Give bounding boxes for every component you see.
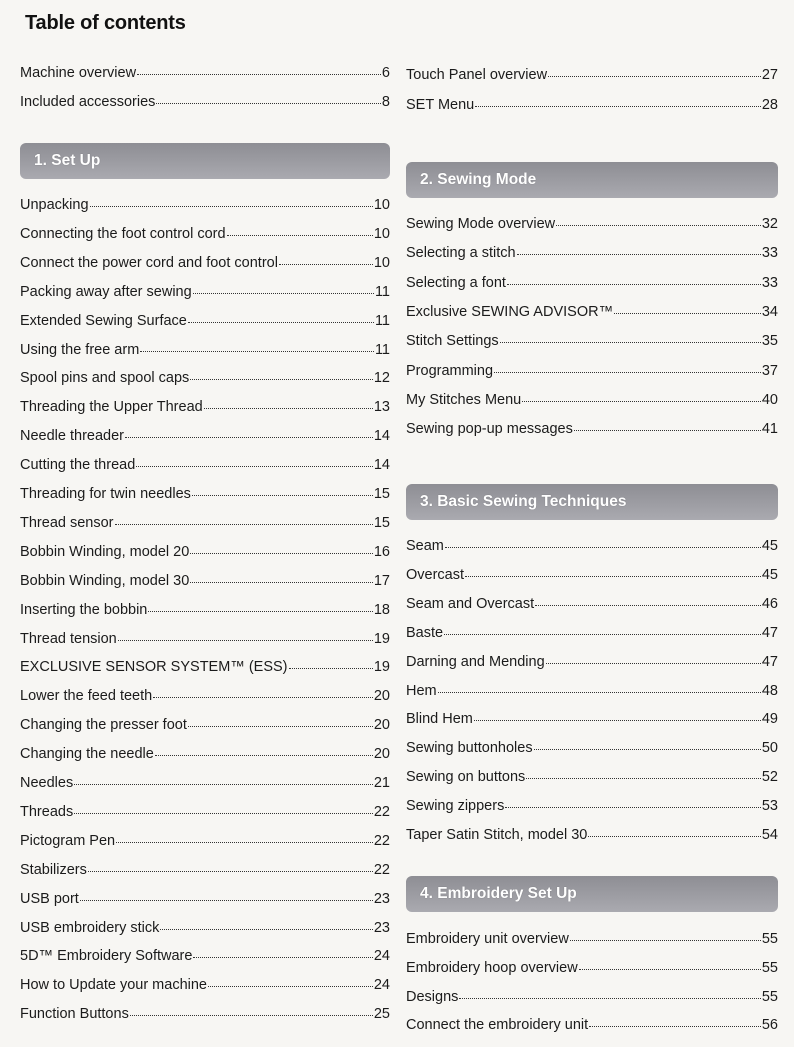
toc-entry-page: 12 xyxy=(373,370,390,386)
toc-entry-page: 19 xyxy=(373,659,390,675)
dot-leader xyxy=(137,74,381,75)
toc-entry-page: 16 xyxy=(373,544,390,560)
toc-entry-page: 55 xyxy=(761,960,778,976)
toc-entry-title: How to Update your machine xyxy=(20,977,207,993)
toc-entry-title: Sewing pop-up messages xyxy=(406,421,573,437)
toc-entry-page: 46 xyxy=(761,596,778,612)
toc-entry[interactable] xyxy=(20,774,390,792)
dot-leader xyxy=(474,720,761,721)
left-column xyxy=(20,0,390,1047)
toc-entry[interactable] xyxy=(20,485,390,503)
dot-leader xyxy=(289,668,373,669)
toc-entry[interactable] xyxy=(406,768,778,786)
toc-entry[interactable] xyxy=(406,739,778,757)
toc-entry[interactable] xyxy=(20,312,390,330)
toc-entry-title: Selecting a font xyxy=(406,275,506,291)
toc-entry[interactable] xyxy=(20,196,390,214)
toc-entry[interactable] xyxy=(20,630,390,648)
toc-entry-page: 56 xyxy=(761,1017,778,1033)
toc-entry-page: 55 xyxy=(761,931,778,947)
toc-entry-title: Using the free arm xyxy=(20,342,140,358)
toc-entry[interactable] xyxy=(20,225,390,243)
toc-entry[interactable] xyxy=(20,745,390,763)
toc-entry-page: 22 xyxy=(373,804,390,820)
toc-entry[interactable] xyxy=(406,274,778,292)
toc-entry-title: Bobbin Winding, model 20 xyxy=(20,544,190,560)
toc-entry[interactable] xyxy=(406,930,778,948)
toc-entry[interactable] xyxy=(20,947,390,965)
toc-entry-page: 20 xyxy=(373,746,390,762)
dot-leader xyxy=(589,1026,761,1027)
dot-leader xyxy=(438,692,761,693)
dot-leader xyxy=(505,807,761,808)
toc-entry-title: Selecting a stitch xyxy=(406,245,516,261)
toc-entry[interactable] xyxy=(406,215,778,233)
toc-entry-page: 22 xyxy=(373,862,390,878)
toc-entry[interactable] xyxy=(20,861,390,879)
toc-entry[interactable] xyxy=(20,427,390,445)
toc-entry-title: Overcast xyxy=(406,567,465,583)
dot-leader xyxy=(548,76,761,77)
toc-entry-title: Connect the power cord and foot control xyxy=(20,255,278,271)
toc-entry[interactable] xyxy=(406,988,778,1006)
toc-entry-page: 15 xyxy=(373,486,390,502)
dot-leader xyxy=(118,640,373,641)
toc-entry-title: Cutting the thread xyxy=(20,457,136,473)
toc-entry[interactable] xyxy=(406,653,778,671)
dot-leader xyxy=(475,106,761,107)
toc-entry-title: Threads xyxy=(20,804,74,820)
dot-leader xyxy=(522,401,761,402)
section-title: 4. Embroidery Set Up xyxy=(420,885,577,902)
toc-entry[interactable] xyxy=(406,566,778,584)
dot-leader xyxy=(160,929,372,930)
toc-entry-page: 14 xyxy=(373,428,390,444)
toc-entry[interactable] xyxy=(406,362,778,380)
toc-entry-title: EXCLUSIVE SENSOR SYSTEM™ (ESS) xyxy=(20,659,288,675)
toc-entry-title: Changing the needle xyxy=(20,746,154,762)
toc-entry[interactable] xyxy=(20,369,390,387)
toc-entry-page: 17 xyxy=(373,573,390,589)
toc-entry-page: 55 xyxy=(761,989,778,1005)
toc-entry-title: Inserting the bobbin xyxy=(20,602,148,618)
dot-leader xyxy=(614,313,761,314)
dot-leader xyxy=(570,940,761,941)
toc-entry-page: 54 xyxy=(761,827,778,843)
toc-entry-title: Connecting the foot control cord xyxy=(20,226,226,242)
toc-entry-title: SET Menu xyxy=(406,97,475,113)
toc-entry[interactable] xyxy=(406,959,778,977)
dot-leader xyxy=(279,264,373,265)
toc-entry[interactable] xyxy=(406,1016,778,1034)
toc-entry-title: Pictogram Pen xyxy=(20,833,116,849)
toc-entry-page: 45 xyxy=(761,538,778,554)
toc-entry[interactable] xyxy=(20,283,390,301)
toc-entry-title: Included accessories xyxy=(20,94,156,110)
toc-entry[interactable] xyxy=(406,332,778,350)
dot-leader xyxy=(148,611,372,612)
toc-entry-page: 37 xyxy=(761,363,778,379)
toc-entry-title: Changing the presser foot xyxy=(20,717,187,733)
toc-entry[interactable] xyxy=(20,456,390,474)
toc-entry-page: 6 xyxy=(381,65,390,81)
toc-entry-page: 41 xyxy=(761,421,778,437)
dot-leader xyxy=(80,900,373,901)
toc-entry[interactable] xyxy=(20,832,390,850)
dot-leader xyxy=(574,430,761,431)
toc-entry[interactable] xyxy=(20,64,390,82)
dot-leader xyxy=(227,235,373,236)
toc-entry[interactable] xyxy=(20,976,390,994)
dot-leader xyxy=(136,466,373,467)
toc-entry-page: 10 xyxy=(373,197,390,213)
toc-entry[interactable] xyxy=(406,537,778,555)
toc-entry-page: 24 xyxy=(373,948,390,964)
toc-entry[interactable] xyxy=(406,66,778,84)
toc-entry[interactable] xyxy=(20,572,390,590)
toc-entry-page: 33 xyxy=(761,245,778,261)
dot-leader xyxy=(534,749,761,750)
toc-entry-title: 5D™ Embroidery Software xyxy=(20,948,193,964)
toc-entry[interactable] xyxy=(20,687,390,705)
toc-entry[interactable] xyxy=(20,398,390,416)
dot-leader xyxy=(465,576,761,577)
toc-entry[interactable] xyxy=(20,341,390,359)
toc-entry-page: 28 xyxy=(761,97,778,113)
toc-entry-title: Needle threader xyxy=(20,428,124,444)
toc-entry[interactable] xyxy=(20,514,390,532)
toc-entry[interactable] xyxy=(406,96,778,114)
toc-entry-page: 40 xyxy=(761,392,778,408)
toc-entry-page: 47 xyxy=(761,625,778,641)
toc-entry-title: Extended Sewing Surface xyxy=(20,313,187,329)
toc-entry-title: USB port xyxy=(20,891,79,907)
toc-entry-page: 48 xyxy=(761,683,778,699)
dot-leader xyxy=(190,553,373,554)
dot-leader xyxy=(579,969,761,970)
toc-entry-title: Function Buttons xyxy=(20,1006,129,1022)
toc-entry-page: 20 xyxy=(373,688,390,704)
toc-entry-title: Darning and Mending xyxy=(406,654,545,670)
toc-entry-title: Needles xyxy=(20,775,74,791)
toc-entry-title: Threading the Upper Thread xyxy=(20,399,203,415)
toc-entry-title: Embroidery unit overview xyxy=(406,931,569,947)
dot-leader xyxy=(546,663,761,664)
toc-entry-page: 53 xyxy=(761,798,778,814)
dot-leader xyxy=(88,871,373,872)
dot-leader xyxy=(445,547,761,548)
toc-entry[interactable] xyxy=(20,658,390,676)
toc-entry-page: 11 xyxy=(374,284,390,300)
toc-entry-title: USB embroidery stick xyxy=(20,920,160,936)
dot-leader xyxy=(494,372,761,373)
toc-entry-title: Programming xyxy=(406,363,494,379)
toc-entry[interactable] xyxy=(406,797,778,815)
toc-entry-page: 32 xyxy=(761,216,778,232)
dot-leader xyxy=(153,697,373,698)
toc-entry-page: 45 xyxy=(761,567,778,583)
dot-leader xyxy=(500,342,761,343)
dot-leader xyxy=(526,778,761,779)
dot-leader xyxy=(517,254,761,255)
toc-entry-page: 27 xyxy=(761,67,778,83)
toc-entry-title: Touch Panel overview xyxy=(406,67,548,83)
dot-leader xyxy=(507,284,761,285)
dot-leader xyxy=(204,408,373,409)
toc-entry[interactable] xyxy=(20,93,390,111)
dot-leader xyxy=(125,437,373,438)
toc-entry[interactable] xyxy=(406,710,778,728)
toc-entry-page: 10 xyxy=(373,255,390,271)
toc-entry-page: 20 xyxy=(373,717,390,733)
toc-entry[interactable] xyxy=(406,244,778,262)
toc-entry-title: Sewing zippers xyxy=(406,798,505,814)
toc-entry-title: Thread sensor xyxy=(20,515,114,531)
dot-leader xyxy=(130,1015,373,1016)
section-title: 2. Sewing Mode xyxy=(420,171,537,188)
toc-entry-title: Connect the embroidery unit xyxy=(406,1017,589,1033)
toc-entry[interactable] xyxy=(406,391,778,409)
toc-entry-title: Packing away after sewing xyxy=(20,284,192,300)
dot-leader xyxy=(190,582,373,583)
toc-entry-title: Lower the feed teeth xyxy=(20,688,153,704)
dot-leader xyxy=(208,986,373,987)
toc-entry-title: Taper Satin Stitch, model 30 xyxy=(406,827,588,843)
toc-entry-page: 11 xyxy=(374,342,390,358)
toc-entry-title: Exclusive SEWING ADVISOR™ xyxy=(406,304,614,320)
toc-entry[interactable] xyxy=(20,716,390,734)
toc-entry-page: 35 xyxy=(761,333,778,349)
toc-entry[interactable] xyxy=(20,543,390,561)
toc-entry-title: Stabilizers xyxy=(20,862,87,878)
toc-entry-page: 34 xyxy=(761,304,778,320)
toc-entry-title: Hem xyxy=(406,683,437,699)
section-header-basic-sewing xyxy=(406,484,778,520)
toc-entry-title: Sewing on buttons xyxy=(406,769,526,785)
toc-entry-page: 11 xyxy=(374,313,390,329)
toc-entry-title: Bobbin Winding, model 30 xyxy=(20,573,190,589)
dot-leader xyxy=(188,726,373,727)
toc-entry-page: 19 xyxy=(373,631,390,647)
toc-entry-page: 23 xyxy=(373,891,390,907)
toc-entry[interactable] xyxy=(20,919,390,937)
dot-leader xyxy=(156,103,381,104)
toc-entry-page: 24 xyxy=(373,977,390,993)
section-header-sewing-mode xyxy=(406,162,778,198)
toc-entry[interactable] xyxy=(406,303,778,321)
dot-leader xyxy=(190,379,373,380)
dot-leader xyxy=(140,351,374,352)
dot-leader xyxy=(193,957,372,958)
toc-entry[interactable] xyxy=(406,624,778,642)
toc-entry-page: 13 xyxy=(373,399,390,415)
toc-entry-title: Spool pins and spool caps xyxy=(20,370,190,386)
toc-entry-title: Designs xyxy=(406,989,459,1005)
toc-entry-page: 14 xyxy=(373,457,390,473)
page-title: Table of contents xyxy=(25,12,186,34)
toc-entry-page: 33 xyxy=(761,275,778,291)
toc-entry-page: 8 xyxy=(381,94,390,110)
toc-entry-page: 49 xyxy=(761,711,778,727)
toc-entry-title: Embroidery hoop overview xyxy=(406,960,578,976)
toc-entry[interactable] xyxy=(406,595,778,613)
toc-entry[interactable] xyxy=(20,601,390,619)
toc-entry-page: 22 xyxy=(373,833,390,849)
toc-entry-title: Thread tension xyxy=(20,631,117,647)
toc-entry-page: 52 xyxy=(761,769,778,785)
section-title: 1. Set Up xyxy=(34,152,101,169)
dot-leader xyxy=(155,755,373,756)
toc-entry[interactable] xyxy=(20,803,390,821)
dot-leader xyxy=(556,225,761,226)
section-title: 3. Basic Sewing Techniques xyxy=(420,493,627,510)
toc-entry-page: 25 xyxy=(373,1006,390,1022)
dot-leader xyxy=(116,842,373,843)
toc-entry-title: Threading for twin needles xyxy=(20,486,191,502)
dot-leader xyxy=(193,293,374,294)
toc-entry-title: Seam and Overcast xyxy=(406,596,535,612)
toc-entry[interactable] xyxy=(20,1005,390,1023)
toc-entry-title: Blind Hem xyxy=(406,711,473,727)
toc-entry-page: 23 xyxy=(373,920,390,936)
dot-leader xyxy=(115,524,373,525)
dot-leader xyxy=(74,813,373,814)
dot-leader xyxy=(90,206,373,207)
toc-entry[interactable] xyxy=(20,890,390,908)
dot-leader xyxy=(74,784,373,785)
toc-entry-title: My Stitches Menu xyxy=(406,392,522,408)
section-header-setup xyxy=(20,143,390,179)
dot-leader xyxy=(535,605,761,606)
toc-entry-page: 10 xyxy=(373,226,390,242)
dot-leader xyxy=(588,836,761,837)
toc-entry[interactable] xyxy=(406,420,778,438)
toc-entry[interactable] xyxy=(20,254,390,272)
toc-entry-title: Stitch Settings xyxy=(406,333,499,349)
dot-leader xyxy=(459,998,760,999)
toc-entry-page: 50 xyxy=(761,740,778,756)
toc-entry-page: 18 xyxy=(373,602,390,618)
dot-leader xyxy=(188,322,374,323)
toc-entry-title: Unpacking xyxy=(20,197,89,213)
dot-leader xyxy=(444,634,761,635)
toc-entry[interactable] xyxy=(406,682,778,700)
section-header-embroidery xyxy=(406,876,778,912)
toc-entry[interactable] xyxy=(406,826,778,844)
toc-entry-title: Baste xyxy=(406,625,444,641)
toc-entry-page: 21 xyxy=(373,775,390,791)
toc-entry-title: Sewing buttonholes xyxy=(406,740,533,756)
toc-entry-title: Sewing Mode overview xyxy=(406,216,556,232)
toc-entry-title: Machine overview xyxy=(20,65,137,81)
right-column xyxy=(406,0,778,1047)
toc-entry-title: Seam xyxy=(406,538,444,554)
toc-entry-page: 47 xyxy=(761,654,778,670)
dot-leader xyxy=(192,495,373,496)
toc-entry-page: 15 xyxy=(373,515,390,531)
